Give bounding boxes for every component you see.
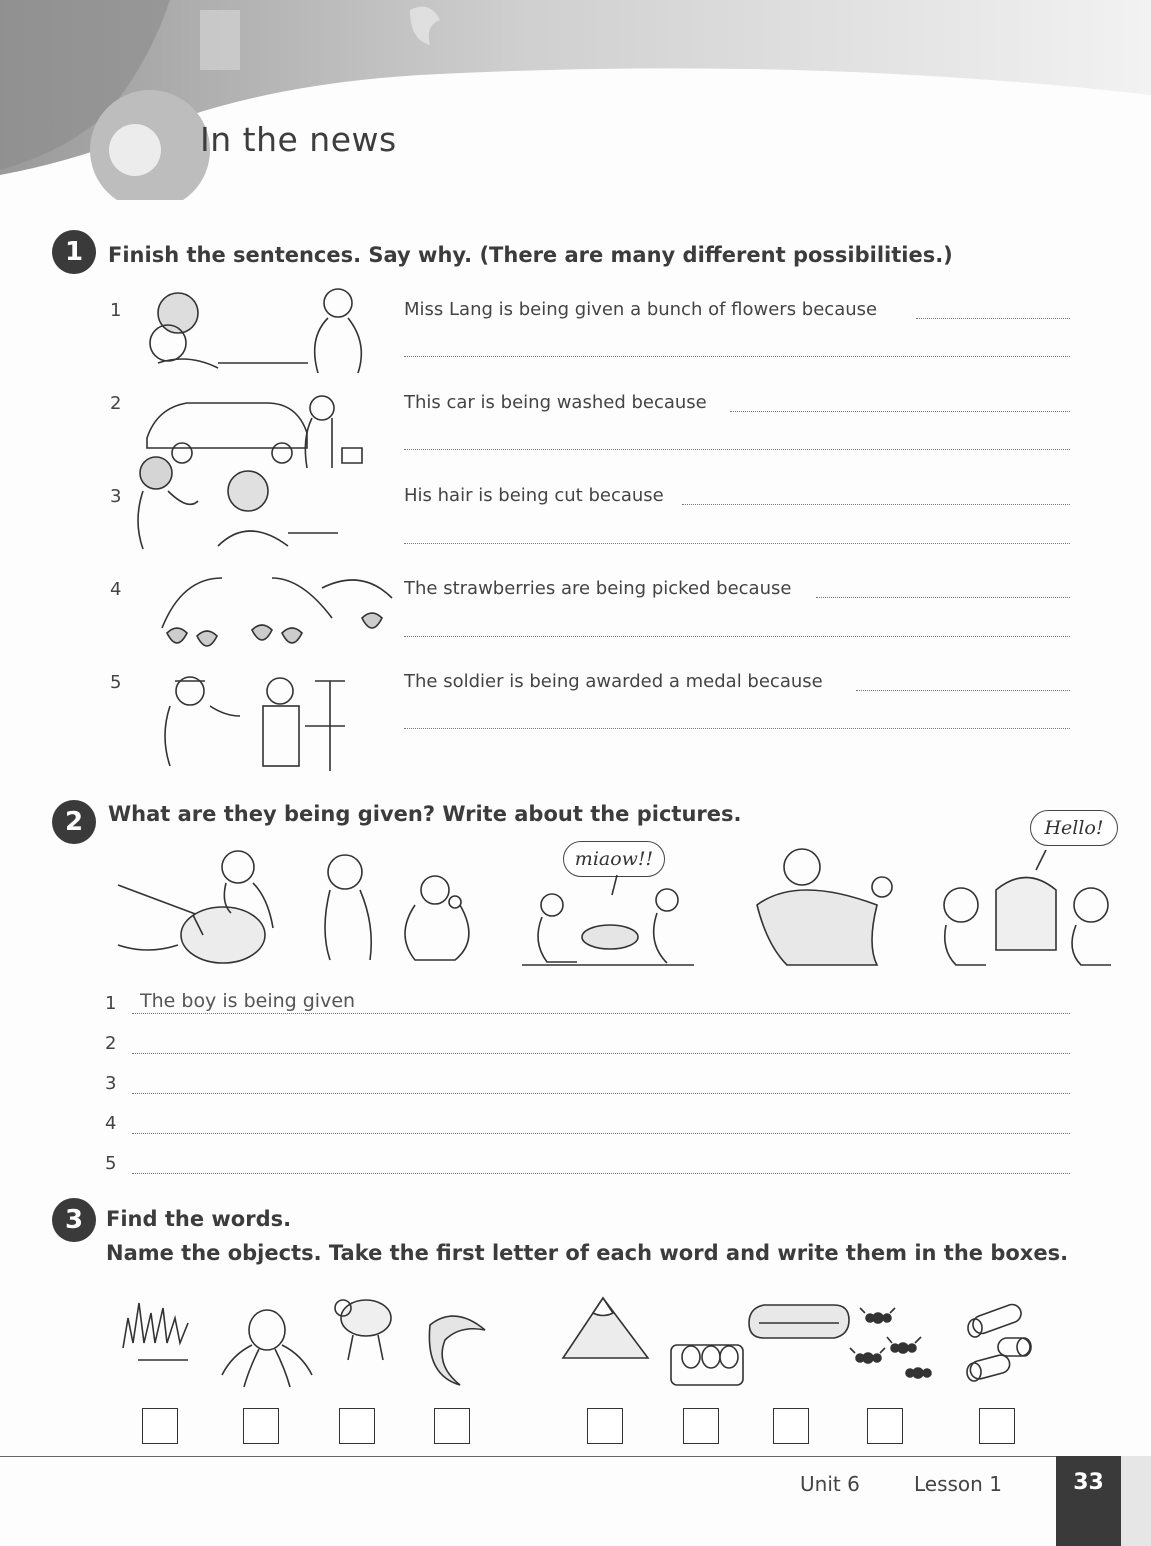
letter-box[interactable] [243,1408,279,1444]
eggs-icon [666,1325,748,1390]
letter-box[interactable] [339,1408,375,1444]
answer-line[interactable] [132,1093,1070,1094]
item-number: 2 [110,393,122,414]
exercise-3-instruction: Name the objects. Take the first letter of each word and write them in the boxes. [106,1241,1069,1265]
footer-unit: Unit 6 [800,1472,860,1496]
letter-box[interactable] [773,1408,809,1444]
answer-line[interactable] [916,318,1070,319]
footer-lesson: Lesson 1 [914,1472,1002,1496]
jumper-gift-icon [747,845,899,970]
letter-box[interactable] [979,1408,1015,1444]
unit-title: In the news [200,120,397,159]
answer-line[interactable] [404,449,1070,450]
strawberry-picking-icon [122,558,398,660]
answer-line[interactable] [856,690,1070,691]
line-number: 5 [105,1153,117,1174]
exercise-3-badge: 3 [52,1198,96,1242]
answer-line[interactable] [404,543,1070,544]
exercise-2-heading: What are they being given? Write about the pictures. [108,802,742,826]
sentence-text: The soldier is being awarded a medal because [404,671,823,692]
line-number: 1 [105,993,117,1014]
answer-line[interactable] [132,1013,1070,1014]
letter-box[interactable] [867,1408,903,1444]
mountain-icon [558,1288,656,1370]
answer-line[interactable] [404,356,1070,357]
sentence-text: Miss Lang is being given a bunch of flowers because [404,299,878,320]
line-number: 2 [105,1033,117,1054]
lamb-icon [328,1280,403,1365]
letter-box[interactable] [683,1408,719,1444]
exercise-1-badge: 1 [52,230,96,274]
guitar-gift-icon [108,845,276,970]
letter-box[interactable] [587,1408,623,1444]
sentence-text: His hair is being cut because [404,485,664,506]
line-number: 4 [105,1113,117,1134]
footer-rule [0,1456,1060,1457]
page-edge [1121,1456,1151,1546]
birdcage-gift-icon [936,850,1116,970]
ants-icon [840,1303,938,1385]
page-number: 33 [1056,1456,1121,1546]
octopus-icon [217,1305,317,1390]
answer-line[interactable] [730,411,1070,412]
teddy-bear-gift-icon [315,850,495,968]
logs-icon [960,1300,1035,1390]
letter-box[interactable] [142,1408,178,1444]
line-number: 3 [105,1073,117,1094]
answer-line[interactable] [816,597,1070,598]
sentence-text: This car is being washed because [404,392,707,413]
haircut-icon [128,451,343,553]
answer-line[interactable] [132,1053,1070,1054]
dolphin-icon [420,1305,492,1390]
medal-award-icon [135,666,357,776]
exercise-2-badge: 2 [52,800,96,844]
header-artwork [0,0,1151,200]
speech-bubble-miaow: miaow!! [563,841,665,877]
answer-line[interactable] [132,1133,1070,1134]
item-number: 1 [110,300,122,321]
sentence-text: The strawberries are being picked because [404,578,792,599]
letter-box[interactable] [434,1408,470,1444]
grass-icon [118,1298,208,1368]
pencil-case-icon [744,1298,854,1346]
item-number: 3 [110,486,122,507]
item-number: 5 [110,672,122,693]
answer-line[interactable] [682,504,1070,505]
speech-bubble-hello: Hello! [1030,810,1118,846]
kitten-gift-icon [522,875,694,970]
exercise-3-heading: Find the words. [106,1207,292,1231]
item-number: 4 [110,579,122,600]
answer-line[interactable] [404,636,1070,637]
answer-line[interactable] [404,728,1070,729]
exercise-1-heading: Finish the sentences. Say why. (There are many different possibilities.) [108,243,953,267]
example-answer: The boy is being given [140,990,356,1012]
answer-line[interactable] [132,1173,1070,1174]
flowers-presentation-icon [138,283,370,383]
